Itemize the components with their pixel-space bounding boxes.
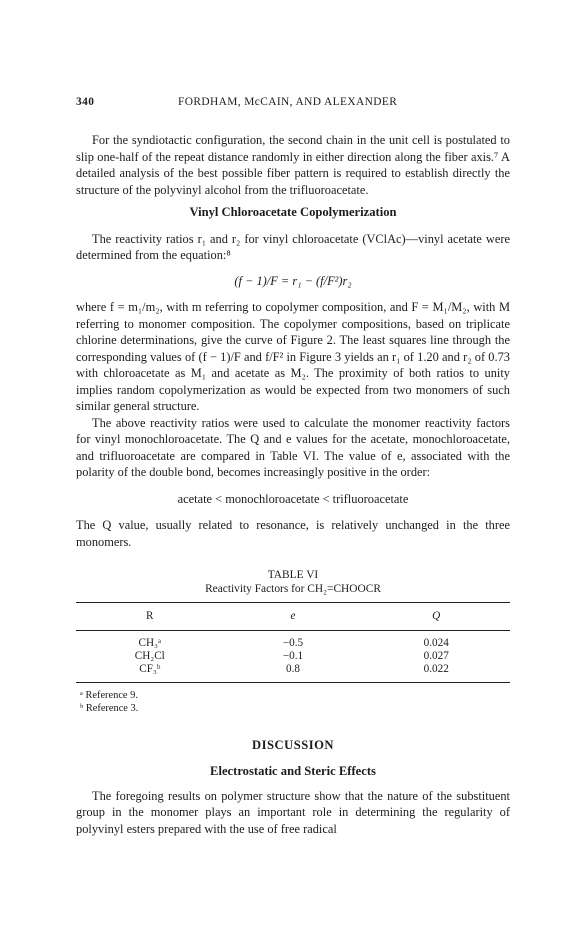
table-cell-e: −0.5 [282, 636, 304, 649]
table-cell-r: CH₂Cl [134, 649, 165, 662]
table-cell-r: CH₃ᵃ [138, 636, 162, 649]
table-cell-e: 0.8 [285, 662, 300, 675]
footnote-a: ᵃ Reference 9. [80, 689, 138, 701]
table-row [76, 630, 510, 650]
polarity-order: acetate < monochloroacetate < trifluoroacetate [177, 491, 409, 506]
column-header-r: R [76, 603, 224, 631]
paragraph-q-value: The Q value, usually related to resonance, is relatively unchanged in the three monomers. [76, 518, 510, 549]
discussion-subheading: Electrostatic and Steric Effects [210, 764, 376, 778]
section-title-copolymerization: Vinyl Chloroacetate Copolymerization [189, 205, 397, 219]
reactivity-factors-table [76, 602, 510, 683]
paper-page [76, 94, 510, 837]
table-cell-r: CF₃ᵇ [139, 662, 161, 675]
table-subcaption: Reactivity Factors for CH₂=CHOOCR [205, 583, 381, 595]
page-number: 340 [76, 96, 95, 108]
paragraph-reactivity-ratios: The reactivity ratios r₁ and r₂ for vinyl chloroacetate (VClAc)—vinyl acetate were determined from the equation:⁸ [76, 231, 510, 262]
table-row [76, 663, 510, 683]
paragraph-syndiotactic: For the syndiotactic configuration, the second chain in the unit cell is postulated to slip one-half of the repeat distance randomly in either direction along the fiber axis.⁷ A detailed analysis of the best possible fiber pattern is required to establish directly the structure of the polyvinyl alcohol from the trifluoroacetate. [76, 133, 510, 197]
paragraph-discussion: The foregoing results on polymer structure show that the nature of the substituent group in the monomer plays an important role in determining the regularity of polyvinyl esters prepared with the use of free radical [76, 788, 510, 836]
paragraph-reactivity-factors: The above reactivity ratios were used to calculate the monomer reactivity factors for vinyl monochloroacetate. The Q and e values for the acetate, monochloroacetate, and trifluoroacetate are compared in Table VI. The value of e, associated with the polarity of the double bond, becomes increasingly positive in the order: [76, 415, 510, 479]
table-footnotes [80, 689, 510, 715]
paragraph-equation-definitions: where f = m₁/m₂, with m referring to copolymer composition, and F = M₁/M₂, with M referring to monomer composition. The copolymer compositions, based on triplicate chlorine determinations, give the curve of Figure 2. The least squares line through the corresponding values of (f − 1)/F and f/F² in Figure 3 yields an r₁ of 1.20 and r₂ of 0.73 with chloroacetate as M₁ and acetate as M₂. The proximity of both ratios to unity implies random copolymerization as would be expected from two monomers of such similar general structure. [76, 300, 510, 413]
running-head: FORDHAM, McCAIN, AND ALEXANDER [178, 96, 398, 108]
table-cell-q: 0.024 [423, 636, 449, 649]
discussion-heading: DISCUSSION [252, 737, 334, 752]
copolymer-equation: (f − 1)/F = r₁ − (f/F²)r₂ [234, 273, 352, 288]
column-header-e: e [224, 603, 363, 631]
table-cell-e: −0.1 [282, 649, 304, 662]
table-header-row [76, 603, 510, 631]
page-header [76, 94, 510, 114]
footnote-b: ᵇ Reference 3. [80, 702, 139, 714]
table-cell-q: 0.027 [423, 649, 449, 662]
column-header-q: Q [362, 603, 510, 631]
table-caption: TABLE VI [267, 569, 319, 581]
table-row [76, 650, 510, 663]
table-cell-q: 0.022 [423, 662, 449, 675]
